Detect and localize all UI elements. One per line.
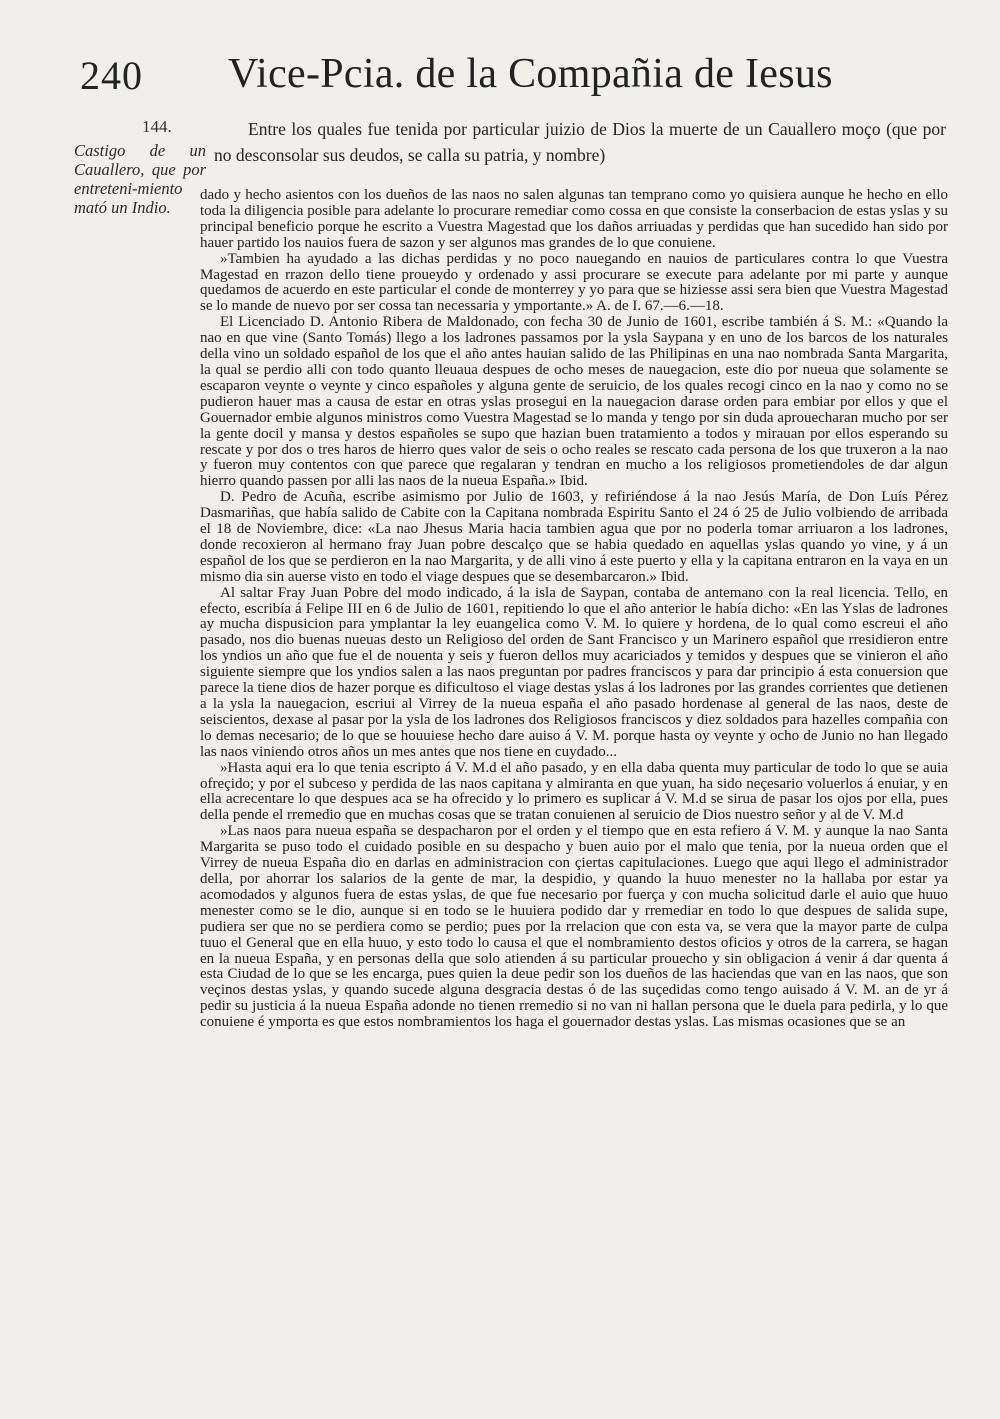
lead-paragraph bbox=[214, 116, 946, 168]
paragraph: El Licenciado D. Antonio Ribera de Maldonado, con fecha 30 de Junio de 1601, escribe también á S. M.: «Quando la nao en que vine (Santo Tomás) llego a los ladrones passamos por la ysla Saypana y en uno de los barcos de los naturales della vino un soldado español de los que el año antes hauian salido de las Philipinas en una nao nombrada Santa Margarita, la qual se perdio alli con todo quanto lleuaua despues de ocho meses de nauegacion, este dio por nueua que solamente se escaparon veynte o veynte y cinco españoles y alguna gente de seruicio, de los quales recogi cinco en la nao y como no se pudieron hauer mas a causa de estar en otras yslas prosegui en la nauegacion darase orden para embiar por ellos y que el Gouernador embie algunos ministros como Vuestra Magestad se lo manda y tengo por sin duda aprouecharan mucho por ser la gente docil y mansa y destos españoles se supo que hazian buen tratamiento a todos y mirauan por ellos esperando su rescate y por dos o tres haros de hierro ques valor de seis o ocho reales se rescato cada persona de los que truxeron a la nao y fueron muy contentos con que parece que regalaran y tendran en mucho a los religiosos prometiendoles de dar algun hierro quando passen por alli las naos de la nueua España.» Ibid. bbox=[200, 314, 948, 490]
section-number: 144. bbox=[142, 117, 172, 136]
paragraph: »Las naos para nueua españa se despacharon por el orden y el tiempo que en esta refiero á V. M. y aunque la nao Santa Margarita se puso todo el cuidado posible en su despacho y buen auio por el malo que tenia, por la nueua orden que el Virrey de nueua España dio en darlas en administracion con çiertas capitulaciones. Luego que aqui llego el administrador della, por ahorrar los salarios de la gente de mar, la despidio, y quando la huuo menester no la hallaba por estar ya acomodados y algunos fuera de estas yslas, de que fue necesario por fuerça y con mucha solicitud darle el auio que huuo menester como se le dio, aunque si en todo se le huuiera podido dar y rremediar en todo lo que despues de salida supe, pudiera ser que no se perdiera como se perdio; pues por la rrelacion que con esta va, se vera que la mayor parte de culpa tuuo el General que en ella huuo, y esto todo lo causa el que el nombramiento destos oficios y otros de la carrera, se hagan en la nueua España, y en personas della que solo atienden á su particular prouecho y sin obligacion á venir á dar quenta á esta Ciudad de lo que se les encarga, pues quien la deue pedir son los dueños de las haciendas que van en las naos, que son veçinos destas yslas, y quando sucede alguna desgracia destas ó de las suçedidas como tengo auisado á V. M. an de yr á pedir su justicia á la nueua España adonde no tienen rremedio si no van ni hallan persona que le duela para pedirla, y lo que conuiene é ymporta es que estos nombramientos los haga el gouernador destas yslas. Las mismas ocasiones que se an bbox=[200, 823, 948, 1031]
paragraph: Al saltar Fray Juan Pobre del modo indicado, á la isla de Saypan, contaba de antemano con la real licencia. Tello, en efecto, escribía á Felipe III en 6 de Julio de 1601, repitiendo lo que el año anterior le había dicho: «En las Yslas de ladrones ay mucha dispusicion para ymplantar la ley euangelica como V. M. lo quiere y hordena, de lo qual como escreui el año pasado, nos dio buenas nueuas desto un Religioso del orden de Sant Francisco y un Marinero español que rresidieron entre los yndios un año que fue el de nouenta y seis y fueron dellos muy acariciados y temidos y despues que se vinieron el año siguiente siempre que los yndios salen a las naos preguntan por padres franciscos y para dar principio á esta conuersion que parece la tiene dios de hazer porque es dificultoso el viage destas yslas á los ladrones por las grandes corrientes que detienen a la ysla la nauegacion, escriui al Virrey de la nueua españa el año pasado hordenase al general de las naos, deste de seiscientos, dexase al pasar por la ysla de los ladrones dos Religiosos franciscos y diez soldados para hazelles compañia con lo demas necesario; de lo que se houuiese hecho dare auiso á V. M. porque hasta oy veynte y ocho de Junio no han llegado las naos viniendo otros años un mes antes que nos tiene en cuydado... bbox=[200, 584, 948, 760]
margin-sidenote: Castigo de un Cauallero, que por entreteni-miento mató un Indio. bbox=[74, 141, 206, 217]
lead-text: Entre los quales fue tenida por particular juizio de Dios la muerte de un Cauallero moço (que por no desconsolar sus deudos, se calla su patria, y nombre) bbox=[214, 119, 946, 165]
paragraph: »Hasta aqui era lo que tenia escripto á V. M.d el año pasado, y en ella daba quenta muy particular de todo lo que se auia ofreçido; y por el subceso y perdida de las naos capitana y almiranta en que yuan, ha sido neçesario voluerlos á enuiar, y en ella acrecentare lo que despues aca se ha ofrecido y lo primero es suplicar á V. M.d se sirua de pasar los ojos por ella, pues della pende el rremedio que en muchas cosas que se tratan conuienen al seruicio de Dios nuestro señor y al de V. M.d bbox=[200, 759, 948, 824]
running-title: Vice-Pcia. de la Compañia de Iesus bbox=[228, 51, 833, 97]
paragraph: D. Pedro de Acuña, escribe asimismo por Julio de 1603, y refiriéndose á la nao Jesús María, de Don Luís Pérez Dasmariñas, que había salido de Cabite con la Capitana nombrada Espiritu Santo el 24 ó 25 de Julio volbiendo de arribada el 18 de Noviembre, dice: «La nao Jhesus Maria hacia tambien agua que por no poderla tomar arriuaron a los ladrones, donde recoxieron al hermano fray Juan pobre descalço que se habia quedado en aquellas yslas quando yo vine, y á un español de los que se perdieron en la nao Margarita, y de alli vino á este puerto y ella y la capitana entraron en la vaya en un mismo dia sin auerse visto en todo el viage despues que se desembarcaron.» Ibid. bbox=[200, 489, 948, 585]
body-text bbox=[200, 188, 948, 1031]
paragraph: dado y hecho asientos con los dueños de las naos no salen algunas tan temprano como yo quisiera aunque he hecho en ello toda la diligencia posible para adelante lo procurare remediar como cossa en que consiste la conserbacion de estas yslas y su principal beneficio porque he escrito a Vuestra Magestad que los daños arriuadas y perdidas que han sucedido han sido por hauer partido los nauios fuera de sazon y ser algunos mas grandes de lo que conuiene. bbox=[200, 187, 948, 251]
page-number: 240 bbox=[80, 53, 143, 98]
paragraph: »Tambien ha ayudado a las dichas perdidas y no poco nauegando en nauios de particulares contra lo que Vuestra Magestad en rrazon dello tiene proueydo y ordenado y assi procurare se execute para adelante por mi parte y aunque quedamos de acuerdo en este particular el conde de monterrey y yo para que se hiziesse assi sera bien que Vuestra Magestad se lo mande de nuevo por ser cossa tan necessaria y ymportante.» A. de I. 67.—6.—18. bbox=[200, 250, 948, 315]
